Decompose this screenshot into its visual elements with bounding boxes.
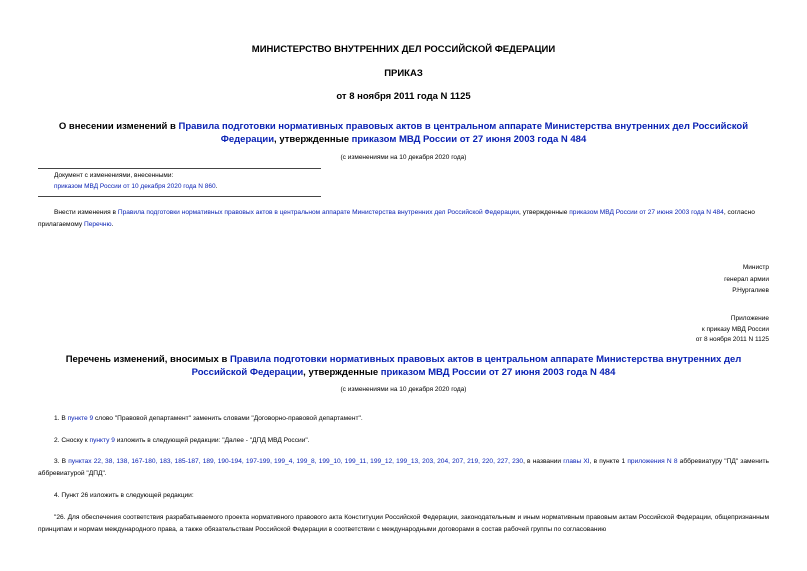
intro-text-3: , согласно прилагаемому (38, 209, 755, 228)
intro-text-4: . (111, 221, 114, 228)
order-860-link[interactable]: приказом МВД России от 10 декабря 2020 года N 860 (54, 183, 216, 190)
item-1-text-b: слово "Правовой департамент" заменить словами "Договорно-правовой департамент". (93, 415, 363, 422)
document-title (50, 120, 757, 146)
signature-name: Р.Нургалиев (732, 287, 769, 294)
item-2-text-b: изложить в следующей редакции: "Далее - "ДПД МВД России". (114, 437, 310, 444)
signature-rank: генерал армии (724, 275, 769, 283)
changes-box-entry (54, 183, 217, 190)
list-edition-note: (с изменениями на 10 декабря 2020 года) (340, 386, 467, 393)
appendix-date: от 8 ноября 2011 N 1125 (695, 336, 769, 343)
item-2-link[interactable]: пункту 9 (89, 437, 115, 444)
list-order-484-link[interactable]: приказом МВД России от 27 июня 2003 года N 484 (380, 367, 616, 378)
item-1-text-a: 1. В (54, 415, 68, 422)
changes-box-suffix: . (215, 183, 218, 190)
title-middle: , утвержденные (274, 134, 352, 145)
appendix-order: к приказу МВД России (701, 325, 769, 333)
item-3-appendix-link[interactable]: приложения N 8 (627, 458, 678, 465)
item-3 (38, 456, 769, 480)
item-4: 4. Пункт 26 изложить в следующей редакции: (54, 492, 194, 499)
item-3-text-c: , в пункте 1 (589, 458, 628, 465)
list-rules-link[interactable]: Правила подготовки нормативных правовых актов в центральном аппарате Министерства внутренних дел Российской Федерации (191, 354, 742, 378)
item-3-text-d: аббревиатуру "ПД" заменить аббревиатурой "ДПД". (38, 458, 769, 477)
item-3-chapter-link[interactable]: главы XI (563, 458, 590, 465)
intro-rules-link[interactable]: Правила подготовки нормативных правовых актов в центральном аппарате Министерства внутренних дел Российской Федерации (117, 209, 520, 216)
appendix-label: Приложение (730, 315, 769, 322)
changes-box-label: Документ с изменениями, внесенными: (54, 172, 174, 179)
item-1 (54, 413, 363, 425)
edition-note: (с изменениями на 10 декабря 2020 года) (340, 154, 467, 161)
title-prefix: О внесении изменений в (58, 121, 179, 132)
item-2 (54, 435, 310, 447)
item-3-points-link[interactable]: пунктах 22, 38, 138, 167-180, 183, 185-187, 189, 190-194, 197-199, 199_4, 199_8, 199_10, 199_11, 199_12, 199_13, 203, 204, 207, 219, 220, 227, 230 (68, 458, 524, 465)
appendix-block (696, 314, 769, 346)
order-484-link[interactable]: приказом МВД России от 27 июня 2003 года N 484 (351, 134, 587, 145)
rules-link[interactable]: Правила подготовки нормативных правовых актов в центральном аппарате Министерства внутренних дел Российской Федерации (178, 121, 749, 145)
intro-paragraph (38, 207, 769, 231)
intro-order-484-link[interactable]: приказом МВД России от 27 июня 2003 года N 484 (569, 209, 724, 216)
item-1-link[interactable]: пункте 9 (67, 415, 94, 422)
changes-box-top-rule (38, 168, 321, 169)
list-title (50, 353, 757, 379)
signature-title: Министр (742, 264, 769, 271)
signature-block (724, 262, 769, 297)
item-2-text-a: 2. Сноску к (54, 437, 90, 444)
ministry-heading: МИНИСТЕРСТВО ВНУТРЕННИХ ДЕЛ РОССИЙСКОЙ ФЕДЕРАЦИИ (251, 44, 556, 55)
item-5: "26. Для обеспечения соответствия разрабатываемого проекта нормативного правового акта Конституции Российской Федерации, законодательным и иным нормативным правовым актам Российской Федерации, общепризнанным принципам и нормам международного права, а также обязательствам Российской Федерации в соответствии с международными договорами в состав рабочей группы по согласованию (38, 514, 769, 533)
item-3-text-a: 3. В (54, 458, 69, 465)
doc-date-number: от 8 ноября 2011 года N 1125 (336, 91, 471, 102)
doc-type: ПРИКАЗ (384, 68, 423, 79)
list-title-middle: , утвержденные (303, 367, 381, 378)
intro-text-1: Внести изменения в (54, 209, 118, 216)
intro-list-link[interactable]: Перечню (83, 221, 112, 228)
intro-text-2: , утвержденные (519, 209, 570, 216)
changes-box-bottom-rule (38, 196, 321, 197)
list-title-prefix: Перечень изменений, вносимых в (65, 354, 230, 365)
item-3-text-b: , в названии (523, 458, 564, 465)
